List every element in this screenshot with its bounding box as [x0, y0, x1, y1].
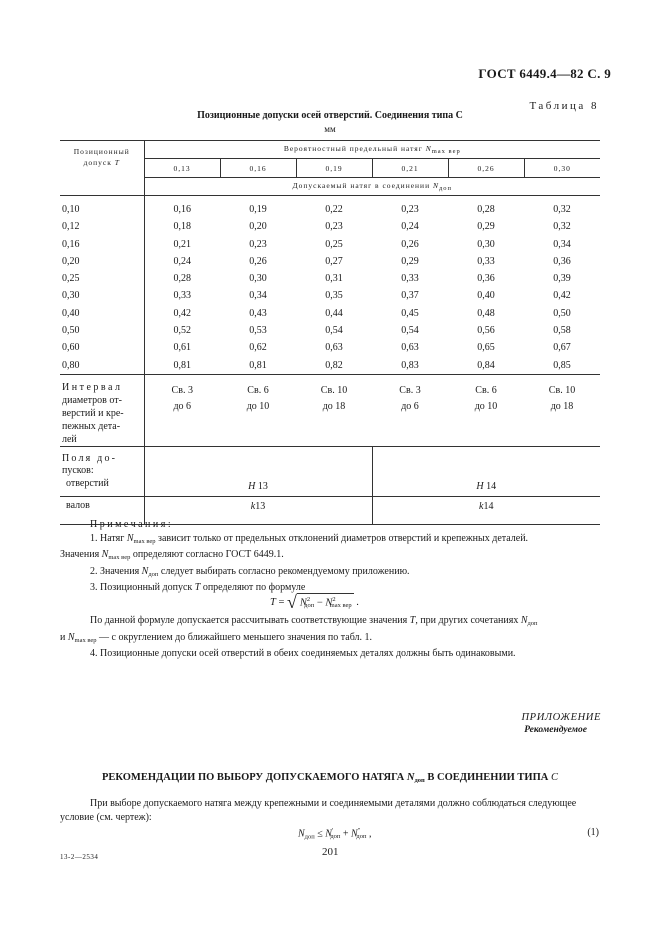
page-number: 201 [322, 846, 339, 858]
formula-condition: $N_{доп} \le N'_{доп} + N''_{доп}$ , [298, 827, 372, 841]
value-column: 0,19 0,20 0,23 0,26 0,30 0,34 0,43 0,53 0,62 0,81 [220, 196, 296, 375]
holes-field-cell: H 14 [372, 446, 600, 496]
interval-row [60, 374, 600, 446]
appendix-label: ПРИЛОЖЕНИЕ [521, 712, 601, 723]
fields-label: Поля до- пусков: отверстий [60, 446, 144, 496]
interval-cell: Св. 3 до 6 [144, 374, 220, 446]
interval-cell: Св. 6 до 10 [220, 374, 296, 446]
recommendations-title: РЕКОМЕНДАЦИИ ПО ВЫБОРУ ДОПУСКАЕМОГО НАТЯГА $N_{доп}$ В СОЕДИНЕНИИ ТИПА C [102, 772, 558, 784]
col-head-probable-interference: Вероятностный предельный натяг $N_{max вер}$ [144, 141, 600, 159]
col-head-position-tolerance: Позиционный допуск T [60, 141, 144, 196]
value-column: 0,23 0,24 0,26 0,29 0,33 0,37 0,45 0,54 0,63 0,83 [372, 196, 448, 375]
natyag-col: 0,16 [220, 159, 296, 178]
natyag-col: 0,19 [296, 159, 372, 178]
interval-cell: Св. 10 до 18 [296, 374, 372, 446]
value-column: 0,16 0,18 0,21 0,24 0,28 0,33 0,42 0,52 0,61 0,81 [144, 196, 220, 375]
natyag-col: 0,13 [144, 159, 220, 178]
recommendations-paragraph: При выборе допускаемого натяга между крепежными и соединяемыми деталями должно соблюдаться следующее условие (см. чертеж): [60, 798, 577, 823]
holes-row [60, 446, 600, 496]
note-3-cont-2: и $N_{max вер}$ — с округлением до ближайшего меньшего значения по табл. 1. [60, 631, 373, 644]
note-2: 2. Значения $N_{доп}$ следует выбирать согласно рекомендуемому приложению. [90, 565, 410, 578]
holes-field-cell: H 13 [144, 446, 372, 496]
position-tolerance-list: 0,10 0,12 0,16 0,20 0,25 0,30 0,40 0,50 0,60 0,80 [60, 196, 144, 375]
table-label: Таблица 8 [529, 100, 599, 112]
equation-number: (1) [587, 827, 599, 838]
note-3-cont: По данной формуле допускается рассчитывать соответствующие значения T, при других сочетаниях $N_{доп}$ [90, 615, 538, 627]
radicand: $N^2_{доп} - N^2_{max вер}$ [297, 593, 354, 610]
page-header: ГОСТ 6449.4—82 С. 9 [478, 66, 611, 81]
tolerance-table [60, 140, 600, 525]
radical-sign: √ [287, 592, 297, 612]
col-head-allowed-interference: Допускаемый натяг в соединении $N_{доп}$ [144, 178, 600, 196]
natyag-col: 0,21 [372, 159, 448, 178]
table-unit: мм [324, 124, 336, 134]
value-column: 0,22 0,23 0,25 0,27 0,31 0,35 0,44 0,54 0,63 0,82 [296, 196, 372, 375]
shafts-field-cell: k14 [372, 496, 600, 524]
note-1: 1. Натяг $N_{max вер}$ зависит только от предельных отклонений диаметров отверстий и крепежных деталей. [90, 532, 529, 545]
natyag-col: 0,30 [524, 159, 600, 178]
value-column: 0,28 0,29 0,30 0,33 0,36 0,40 0,48 0,56 0,65 0,84 [448, 196, 524, 375]
appendix-sublabel: Рекомендуемое [524, 725, 587, 735]
notes-block-2 [60, 614, 600, 661]
interval-cell: Св. 10 до 18 [524, 374, 600, 446]
footer-code: 13-2—2534 [60, 853, 99, 861]
shafts-label: валов [60, 496, 144, 524]
values-row [60, 196, 600, 375]
note-4: 4. Позиционные допуски осей отверстий в обеих соединяемых деталях должны быть одинаковыми. [90, 648, 516, 660]
shafts-field-cell: k13 [144, 496, 372, 524]
note-1-cont: Значения $N_{max вер}$ определяют согласно ГОСТ 6449.1. [60, 549, 284, 562]
note-3: 3. Позиционный допуск T определяют по формуле [90, 582, 306, 594]
notes-heading: Примечания: [90, 519, 174, 530]
interval-cell: Св. 6 до 10 [448, 374, 524, 446]
formula-position-tolerance: T = √ $N^2_{доп} - N^2_{max вер}$ . [270, 592, 359, 612]
table-title: Позиционные допуски осей отверстий. Соединения типа С [197, 110, 463, 121]
notes-block [60, 518, 600, 595]
value-column: 0,32 0,32 0,34 0,36 0,39 0,42 0,50 0,58 0,67 0,85 [524, 196, 600, 375]
interval-cell: Св. 3 до 6 [372, 374, 448, 446]
natyag-col: 0,26 [448, 159, 524, 178]
interval-label: Интервал диаметров от- верстий и кре- пежных дета- лей [60, 374, 144, 446]
